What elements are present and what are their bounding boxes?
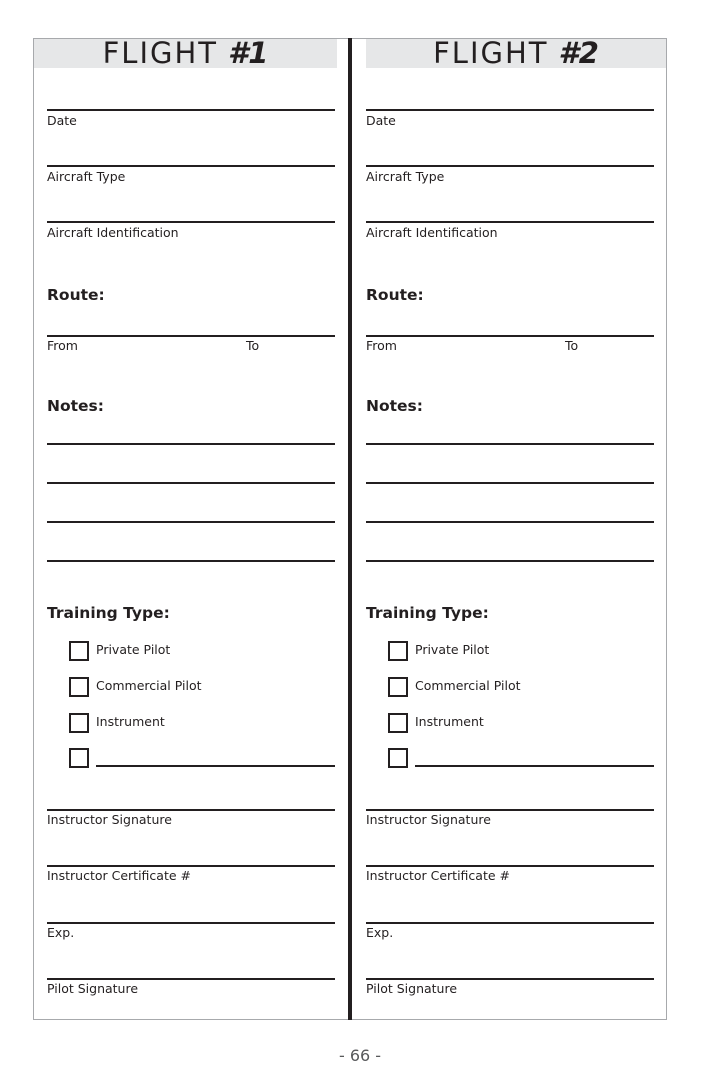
instrument-checkbox[interactable]: [388, 713, 408, 733]
instructor-certificate-label: Instructor Certificate #: [366, 868, 510, 883]
instructor-signature-field[interactable]: [47, 809, 335, 811]
aircraft-type-field[interactable]: [366, 165, 654, 167]
flight-title-word: FLIGHT: [433, 36, 549, 70]
notes-line[interactable]: [47, 521, 335, 523]
other-training-field[interactable]: [96, 765, 335, 767]
route-heading: Route:: [47, 286, 105, 304]
notes-line[interactable]: [47, 443, 335, 445]
commercial-pilot-checkbox[interactable]: [388, 677, 408, 697]
expiration-label: Exp.: [366, 925, 394, 940]
route-to-label: To: [246, 338, 260, 353]
other-training-field[interactable]: [415, 765, 654, 767]
instructor-certificate-field[interactable]: [47, 865, 335, 867]
notes-line[interactable]: [366, 560, 654, 562]
route-field[interactable]: [366, 335, 654, 337]
instructor-certificate-label: Instructor Certificate #: [47, 868, 191, 883]
route-from-label: From: [366, 338, 397, 353]
instrument-label: Instrument: [415, 714, 484, 729]
flight-2-header: [366, 36, 666, 70]
private-pilot-label: Private Pilot: [415, 642, 490, 657]
notes-heading: Notes:: [47, 397, 104, 415]
flight-1-column: [33, 38, 353, 1020]
commercial-pilot-checkbox[interactable]: [69, 677, 89, 697]
flight-title-number: #1: [228, 36, 269, 70]
instructor-certificate-field[interactable]: [366, 865, 654, 867]
flight-1-header: [34, 36, 337, 70]
date-label: Date: [47, 113, 77, 128]
aircraft-type-label: Aircraft Type: [366, 169, 445, 184]
flight-title-number: #2: [558, 36, 599, 70]
notes-heading: Notes:: [366, 397, 423, 415]
notes-line[interactable]: [366, 521, 654, 523]
route-field[interactable]: [47, 335, 335, 337]
pilot-signature-label: Pilot Signature: [47, 981, 139, 996]
notes-line[interactable]: [47, 482, 335, 484]
flight-title-word: FLIGHT: [102, 36, 219, 70]
training-type-heading: Training Type:: [366, 604, 489, 622]
aircraft-id-field[interactable]: [366, 221, 654, 223]
date-field[interactable]: [47, 109, 335, 111]
date-field[interactable]: [366, 109, 654, 111]
expiration-label: Exp.: [47, 925, 75, 940]
private-pilot-checkbox[interactable]: [69, 641, 89, 661]
commercial-pilot-label: Commercial Pilot: [96, 678, 202, 693]
commercial-pilot-label: Commercial Pilot: [415, 678, 521, 693]
expiration-field[interactable]: [47, 922, 335, 924]
aircraft-type-field[interactable]: [47, 165, 335, 167]
training-type-heading: Training Type:: [47, 604, 170, 622]
pilot-signature-label: Pilot Signature: [366, 981, 458, 996]
aircraft-id-field[interactable]: [47, 221, 335, 223]
aircraft-id-label: Aircraft Identification: [366, 225, 498, 240]
notes-line[interactable]: [47, 560, 335, 562]
notes-line[interactable]: [366, 482, 654, 484]
aircraft-type-label: Aircraft Type: [47, 169, 126, 184]
instructor-signature-field[interactable]: [366, 809, 654, 811]
expiration-field[interactable]: [366, 922, 654, 924]
other-training-checkbox[interactable]: [388, 748, 408, 768]
route-to-label: To: [565, 338, 579, 353]
route-heading: Route:: [366, 286, 424, 304]
instrument-checkbox[interactable]: [69, 713, 89, 733]
route-from-label: From: [47, 338, 78, 353]
pilot-signature-field[interactable]: [366, 978, 654, 980]
instrument-label: Instrument: [96, 714, 165, 729]
date-label: Date: [366, 113, 396, 128]
instructor-signature-label: Instructor Signature: [47, 812, 172, 827]
aircraft-id-label: Aircraft Identification: [47, 225, 179, 240]
pilot-signature-field[interactable]: [47, 978, 335, 980]
private-pilot-checkbox[interactable]: [388, 641, 408, 661]
other-training-checkbox[interactable]: [69, 748, 89, 768]
instructor-signature-label: Instructor Signature: [366, 812, 491, 827]
notes-line[interactable]: [366, 443, 654, 445]
private-pilot-label: Private Pilot: [96, 642, 171, 657]
flight-2-column: [352, 38, 672, 1020]
page-number: - 66 -: [338, 1046, 382, 1065]
